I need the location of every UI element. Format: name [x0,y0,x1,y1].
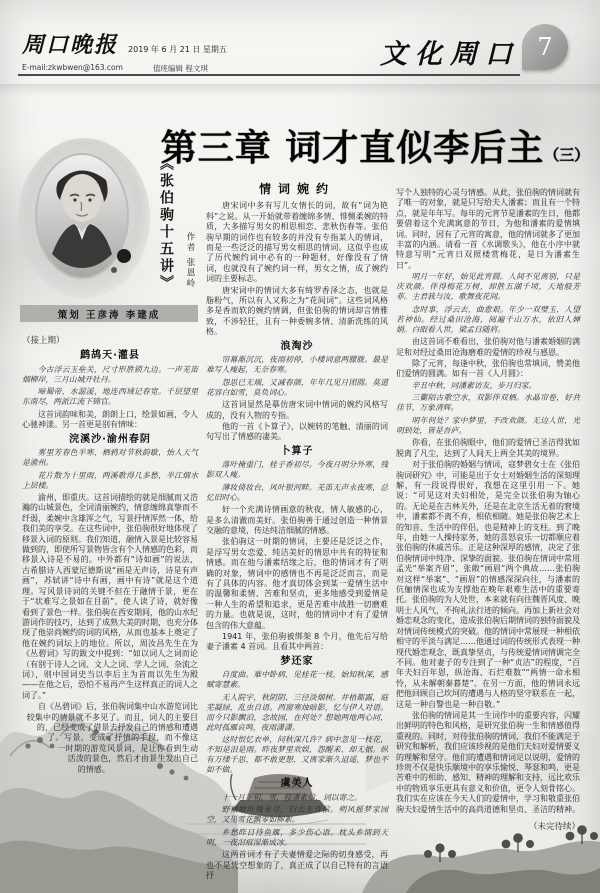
paragraph: 唐宋词中的情词大多有绮罗香泽之态，也就是脂粉气，所以有人又称之为“花间词”。这些词风格多是香而软的婉约情调，但张伯驹的情词却言情雅致，不涉轻狂，且有一种委婉多情、清新洗练的风格。 [206,285,388,337]
section-heading: 情词婉约 [258,182,335,196]
headline-part-number: （三） [544,146,590,164]
paragraph: 张伯驹的情词是其一生词作中的重要内容，闪耀出鲜明的特色和风格，是研究张伯驹一生和情感值得重视的。同时，对待张伯驹的情词，我们不能满足于研究和解析，我们应该珍视的是他们夫妇对爱情要义的理解和坚守。他们的遭遇和情词足以说明，爱情的珍贵不仅是快乐顺境中的享乐愉悦、琴瑟和鸣，更是苦难中的相助、感知、精神的理解和支持，远比欢乐中的物质享乐更具有意义和价值，更令人刻骨铭心。我们实在应该在今天人们的爱情中，学习和敬重张伯驹夫妇爱情生活中的高尚道德和坚贞、圣洁的精神。 [396,710,580,814]
paragraph: 渝州，即重庆。这首词描绘的就是细腻而又浩瀚的山城景色，全词清丽婉约，情意缠绵真挚而不纤弱，柔婉中含雄浑之气，写景抒情浑然一体，给我们美的享受。在这些词中，张伯驹很好地体现了移景入词的原则。我们知道，融情入景是比较容易做到的，即使所写景物皆含有个人情感的色彩，而移景入诗是不易的。中外都有“诗如画”的说法，古希腊诗人西蒙尼德斯说“画是无声诗，诗是有声画”，苏轼讲“诗中有画，画中有诗”就是这个道理。写风景诗词的关键不但在于融情于景，更在于“状难写之景如在目前”，使人读了诗，就好像看到了景色一样。张伯驹在西安期间，他的山水纪游词作的技巧，达到了成熟大美的时期，也充分体现了他崇尚婉约的词的风格，从而也基本上奠定了他在婉约词坛上的地位。所以，周汝昌先生在为《丛碧词》写的跋文中提到：“如以词人之词而论（有别于诗人之词、文人之词、学人之词、杂流之词），则中国词史当以李后主为首而以先生为殿——在他之后，恐怕不易再产生这样真正的词人之词了。” [22,493,198,700]
paragraph: 除了元宵，每逢中秋，张伯驹也常填词，赞美他们爱情的圆满。如有一首《人月圆》： [396,359,580,379]
poem-title: 浪淘沙 [280,340,314,352]
duty-editor: 值班编辑 程文琪 [152,64,208,73]
newspaper-logo: 周口晚报 [22,32,119,58]
poem-text: 今古浮云玉垒关，尺寸形胜锁九边。一声羌笛烟柳岸，三月山城开牡丹。 [22,364,198,384]
paragraph: 对于张伯驹的婚姻与情词，寇梦碧女士在《张伯驹词研究》中，可能是出于女士对婚姻生活的深刻理解，有一段说得很好，我想在这里引用一下。她说：“可见这对夫妇相处，是完全以张伯驹为轴心的。无论是在吉林关外，还是在北京生活无着的窘境中，潘素都不离不弃，相依相随。她是张伯驹艺术上的知音、生活中的伴侣，也是精神上的支柱。到了晚年，由她一人操持家务，她的喜怒哀乐一切都顺应着张伯驹的休戚苦乐。正是这种深厚的感情，决定了张伯驹情词中纯净、深挚的面貌。张伯驹在情词中常用孟光“举案齐眉”、张敞“画眉”两个典故……张伯驹对这样“举案”、“画眉”的情感深深向往，与潘素的伉俪情深也成为支撑他在晚年艰难生活中的重要寄托。张伯驹的为人处世，本来就有向往魏晋风度、晚明士人风气，不拘礼法行迹的倾向。再加上新社会对婚恋观念的变化，造成张伯驹后期情词的独特面貌及对情词传统模式的突破。他的情词中常展现一种相依相守的平淡与满足……他通过词的传统形式表现一种现代婚恋观念，既真挚坚贞，与传统爱情词情调完全不同。他对妻子的专注到了一种“贞洁”的程度，“百年夫妇百年恩，纵沧海、石烂难数”“两情一命永相怜，从未解朝秦暮楚”。在另一方面，他的情词永远把他回顾自己坎坷的遭遇与人格的坚守联系在一起，这是一种自警也是一种自敬。” [396,460,580,709]
section-title: 文化周口 [380,39,520,70]
paragraph: 这两首词才有了夫妻情爱之际的切身感受，再也不是凭空想象的了，真正成了以自己特有的言语抒 [206,850,388,880]
poem-text: 三衢陌古歌空水，双影伴双栖。水晶帘卷，好共佳节，万象清辉。 [396,393,580,413]
poem-text: 无人院宇，秋阴阴、三径淡烟树。井梧都露，庭芜凝绿，乱虫自语。西窗寒烛暗影，忆与伊人对语。而今只影飘泊，念故园，在何处？想她两地两心同，此时孤雁哀鸣，夜雨潇潇。 [206,692,388,732]
poem-title: 卜算子 [280,445,314,457]
poem-title: 梦还家 [280,655,314,667]
poem-text: 薄妆倚妆台，风叶银河畔。羌笛无声永夜寒，总忆旧时心。 [206,482,388,502]
column-right [396,188,580,832]
paragraph: 好一个充满诗情画意的秋夜，情人敏感的心，是多么清澈而美好。张伯驹善于通过创造一种情景交融的意境，传达纯洁细腻的情感。 [206,505,388,535]
poem-text: 十一月下旬，雪，接潘素信，词以寄之。 [221,792,362,802]
book-author-vertical: 作者 张恩岭 [185,232,195,290]
column-middle [206,184,388,882]
scan-shadow-band [0,84,600,96]
paragraph: 张伯驹这一时期的情词，主要还是泛泛之作，是浮写男女恋爱、纯洁美好的情思中共有的特征和情感。而在他与潘素结缘之后，他的情词才有了明确的对象，情词中的感情也不再是泛泛而言，而是有了具体的内容。他才真切体会到某一爱情生活中的温馨和柔情、苦难和坚贞，更多地感受到爱情是一种人生的希望和追求，更是苦难中战胜一切磨难的力量。也就是说，这时，他的情词中才有了爱情包含的伟大意蕴。 [206,537,388,630]
poem-text: 啼蜀帝，水潺湲，地连西域记春宽。千层望里东南尽，两派江流下锦官。 [22,387,198,407]
paragraph: 这首词韵味和美，朗朗上口，绘景如画，令人心驰神漾。另一首更是别有情味： [22,409,198,430]
masthead-rule [18,74,520,76]
column-left [22,336,198,826]
to-be-continued-note: （未完待续） [528,822,580,832]
poem-text: 雾里芳春色半寒，栖鸦对节秋韵歇，怡人天气是渝州。 [22,448,198,468]
zhang-boju-portrait [18,136,158,302]
headline-text: 第三章 词才直似李后主 [160,127,545,169]
poem-title: 虞美人 [280,778,314,790]
poem-text: 怨思已无端，又减春颜，年年几见月团圆。莫道花容白如雪，莫负词心。 [206,377,388,397]
continued-paragraph: 写个人独特的心灵与情感。从此，张伯驹的情词就有了唯一的对象，就是只写给夫人潘素；而且有一个特点，就是年年写。每年的元宵节是潘素的生日，他都要借着这个充满寓意的节日，为他和潘素的爱情填词。同时，因有了元宵的寓意，他的情词就多了更加丰富的内涵。请看一首《水调歌头》，他在小序中就特意写明“元宵日双照楼赏梅花，是日为潘素生日”。 [396,188,580,270]
poem-title: 浣溪沙·渝州春阴 [69,433,151,445]
page-number: 7 [537,33,553,61]
poem-text: 明月一年好，始见此宵圆。人间不见离别，只是庆欢颜。伴得梅花万树，却胜五湖千顷，天地般芳菲。主君我与汝，歌舞夜花间。 [396,272,580,302]
paragraph: 唐宋词中多有写儿女情长的词，故有“词为艳科”之说。从一开始就带着缠绵多情、悱恻柔婉的特质，大多描写男女的相思相恋、悲秋伤春等。张伯驹早期的词作也有较多的并没有专指某人的情词，而是一些泛泛的描写男女相思的情词。这似乎也成了历代婉约词中必有的一种题材，好像没有了情词，也就没有了婉约词一样，男女之情，成了婉约词的主要标志。 [206,201,388,284]
feature-block [18,134,200,304]
paragraph: 由这首词不难看出，张伯驹对他与潘素婚姻的满足和对经过桑田沧海磨难的爱情的珍视与感恩。 [396,337,580,357]
book-title-vertical: 《张伯驹十五讲》 [158,156,174,292]
poem-text: 明年何处？家中梦里，不改欢颜。无边人世，光明到处，皆是吾庐。 [396,415,580,435]
continuation-note: （接上期） [22,336,65,346]
poem-text: 野梧败叶残未尽，归去无音信。朔风摇梦家园空，又见雪花飘零如柳絮。 [206,805,388,825]
column-middle-body [206,201,388,881]
paragraph: 你看，在张伯驹眼中，他们的爱情已圣洁得犹如脱离了凡尘，达到了人间天上两全其美的境界。 [396,438,580,458]
paragraph: 自《丛碧词》后，张伯驹词集中山水游览词比较集中的情景就不多见了。而且，词人的主要目的，已经变成了借景去抒发自己的情感和遭遇了。写景，变成了抒情的手段，而不像这一时期的游览风景词，是让你看到生动活泼的景色，然后才由景生发出自己的情感。 [26,702,198,774]
paragraph: 他的一首《卜算子》，以婉转的笔触、清丽的词句写出了情感的凄美。 [206,421,388,442]
poem-text: 花片散为十里雨，两溪歌得几多愁，半江烟水上层楼。 [22,470,198,490]
paragraph: 这首词显然是摹仿唐宋词中情词的婉约风格写成的，没有人物的专指。 [206,400,388,420]
poem-text: 落叶掩重门，桂子香初尽。今夜月明分外寒，残影双人瘦。 [206,460,388,480]
poem-text: 这时恨忆衣单，问秋深几许？病中忽见一枝花，不知是泪是雨。昨夜梦里欢娱，怨醒来、却无据。纵有万缕千思，都不敢更想，又离家渐久迢遥，梦也不如不做。 [206,735,388,775]
email-address: E-mail:zkwbwen@163.com [22,63,123,72]
article-headline [158,120,592,171]
issue-date: 2019 年 6 月 21 日 星期五 [128,45,227,54]
page-number-badge [522,24,568,70]
poem-text: 乡愁昨日待鱼雁，多少伤心语。枕头乡情到天明，一夜泪痕湿渐成冰。 [206,827,388,847]
masthead [22,28,582,76]
poem-text: 自度曲。难中卧病，见桂花一枝，始知秋深，感赋寄慧素。 [206,670,388,690]
poem-text: 辛丑中秋，同潘素访友，步月归家。 [411,380,537,390]
planning-bar: 策划 王彦涛 李建成 [20,305,198,322]
poem-title: 鹧鸪天·灌县 [80,350,140,362]
poem-text: 帘幕渐沉沉，夜雨初停，小楼词意两朦胧。最是难写人瘦起，无奈春寒。 [206,355,388,375]
paragraph: 1941 年，张伯驹被绑架 8 个月，他先后写给妻子潘素 4 首词。且看其中两首： [206,632,388,652]
poem-text: 念时事，浮云去，曲愈艰。年少一双璧玉，人望若神仙。经过桑田沧海，阅遍千山万水，依旧人婵娟。白眼看人世，梁孟日随肩。 [396,304,580,334]
